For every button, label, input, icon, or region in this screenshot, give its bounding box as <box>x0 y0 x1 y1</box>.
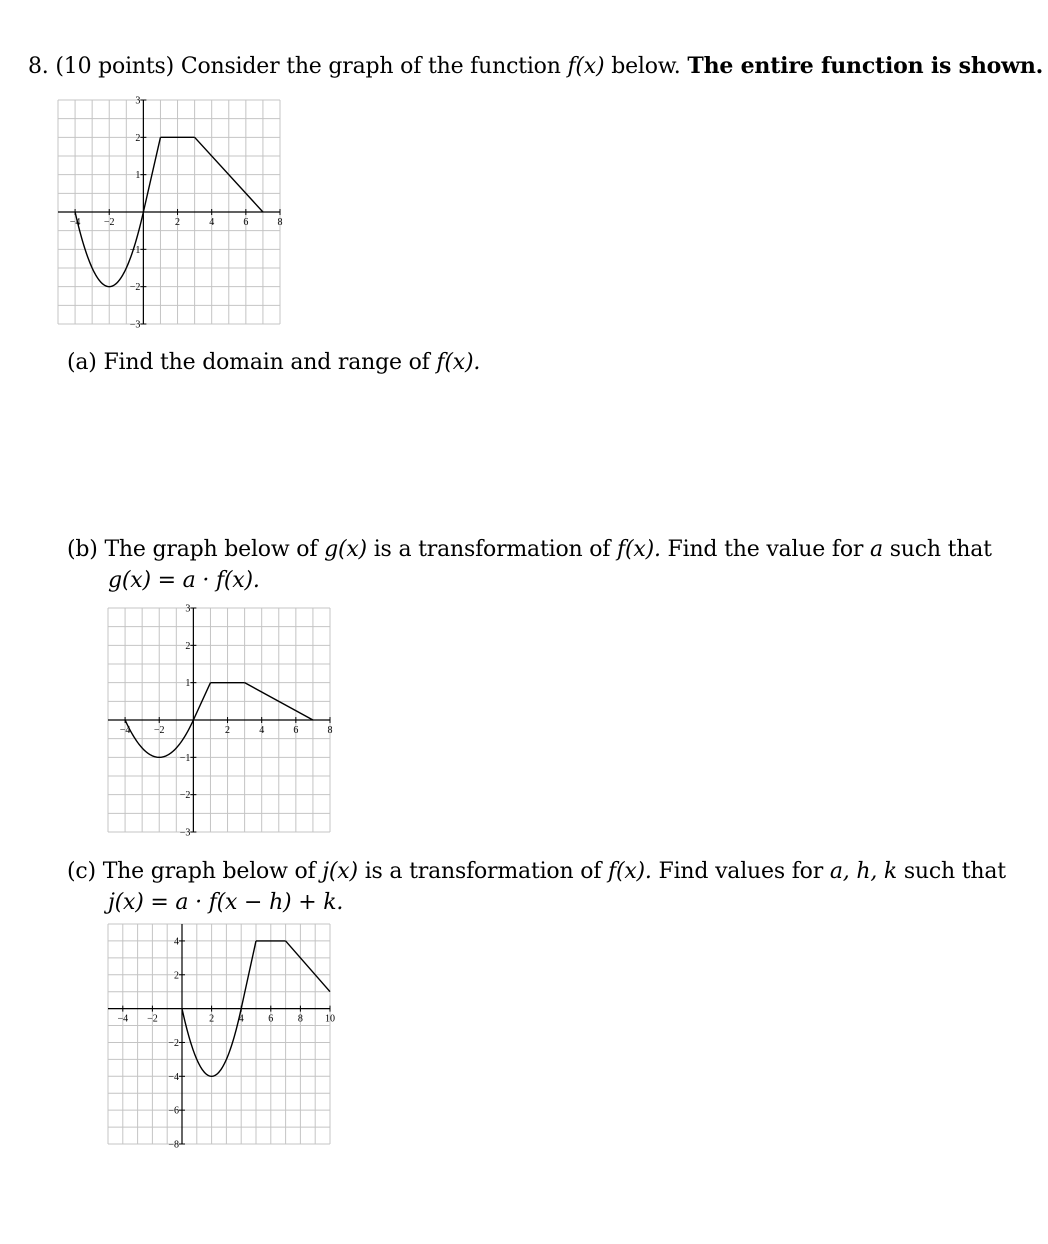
part-b-equation: g(x) = a · f(x). <box>108 568 260 593</box>
problem-bold-note: The entire function is shown. <box>687 53 1044 79</box>
y-tick-label: 1 <box>185 678 191 690</box>
x-tick-label: −4 <box>69 217 81 228</box>
problem-statement <box>28 53 1043 79</box>
x-tick-label: −2 <box>153 725 165 736</box>
x-tick-label: −4 <box>117 1013 129 1025</box>
part-b-text4: such that <box>889 537 992 562</box>
x-tick-label: 4 <box>209 217 215 228</box>
y-tick-label: 3 <box>185 603 191 615</box>
graph-j <box>108 924 335 1151</box>
y-tick-label: −4 <box>168 1071 179 1083</box>
curve-piece-segment <box>286 941 330 992</box>
y-tick-label: −3 <box>179 827 191 839</box>
part-c-text3: Find values for <box>658 859 824 884</box>
x-tick-label: −4 <box>119 725 131 736</box>
x-tick-label: −2 <box>103 217 115 228</box>
problem-points: (10 points) <box>55 54 175 79</box>
part-a-label: (a) <box>67 350 97 375</box>
y-tick-label: −8 <box>168 1139 179 1151</box>
x-tick-label: 8 <box>297 1013 303 1025</box>
x-tick-label: −2 <box>147 1013 158 1025</box>
problem-intro: Consider the graph of the function <box>180 54 561 79</box>
y-tick-label: 4 <box>174 936 179 948</box>
part-c-text4: such that <box>903 859 1006 884</box>
x-tick-label: 8 <box>327 725 333 736</box>
x-tick-label: 8 <box>277 217 283 228</box>
part-a-text: Find the domain and range of <box>103 350 430 375</box>
part-c-jx: j(x) <box>322 859 358 884</box>
y-tick-label: −3 <box>129 319 141 331</box>
y-tick-label: −1 <box>129 244 141 256</box>
part-c-text2: is a transformation of <box>364 859 602 884</box>
y-tick-label: −2 <box>129 282 141 294</box>
x-tick-label: 2 <box>209 1013 215 1025</box>
part-b-gx: g(x) <box>324 537 367 562</box>
part-c-vars: a, h, k <box>829 859 898 884</box>
part-b-text1: The graph below of <box>104 537 318 562</box>
y-tick-label: 2 <box>135 132 141 144</box>
part-b-text3: Find the value for <box>667 537 864 562</box>
part-b <box>67 537 992 562</box>
x-tick-label: 10 <box>325 1013 335 1025</box>
y-tick-label: −1 <box>179 752 191 764</box>
y-tick-label: −6 <box>168 1105 179 1117</box>
part-b-text2: is a transformation of <box>373 537 611 562</box>
problem-below: below. <box>611 54 681 79</box>
y-tick-label: −2 <box>179 790 191 802</box>
x-tick-label: 6 <box>243 217 249 228</box>
problem-fx: f(x) <box>567 54 605 79</box>
graph-g <box>108 603 333 839</box>
x-tick-label: 4 <box>238 1013 244 1025</box>
part-c <box>67 859 1006 884</box>
y-tick-label: 1 <box>135 170 141 182</box>
y-tick-label: 2 <box>174 970 179 982</box>
x-tick-label: 4 <box>259 725 265 736</box>
x-tick-label: 6 <box>293 725 299 736</box>
part-c-label: (c) <box>67 859 96 884</box>
part-c-text1: The graph below of <box>102 859 316 884</box>
y-tick-label: −2 <box>168 1037 179 1049</box>
x-tick-label: 2 <box>175 217 181 228</box>
grid <box>108 924 330 1144</box>
part-b-a: a <box>869 537 883 562</box>
problem-number: 8. <box>28 54 49 79</box>
part-c-equation: j(x) = a · f(x − h) + k. <box>108 890 344 915</box>
x-tick-label: 6 <box>268 1013 274 1025</box>
part-a <box>67 350 480 375</box>
part-b-label: (b) <box>67 537 98 562</box>
part-c-fx: f(x). <box>608 859 652 884</box>
graph-f <box>58 95 283 331</box>
x-tick-label: 2 <box>225 725 231 736</box>
y-tick-label: 2 <box>185 640 191 652</box>
part-b-fx: f(x). <box>617 537 661 562</box>
part-a-fx: f(x). <box>436 350 481 375</box>
y-tick-label: 3 <box>135 95 141 107</box>
